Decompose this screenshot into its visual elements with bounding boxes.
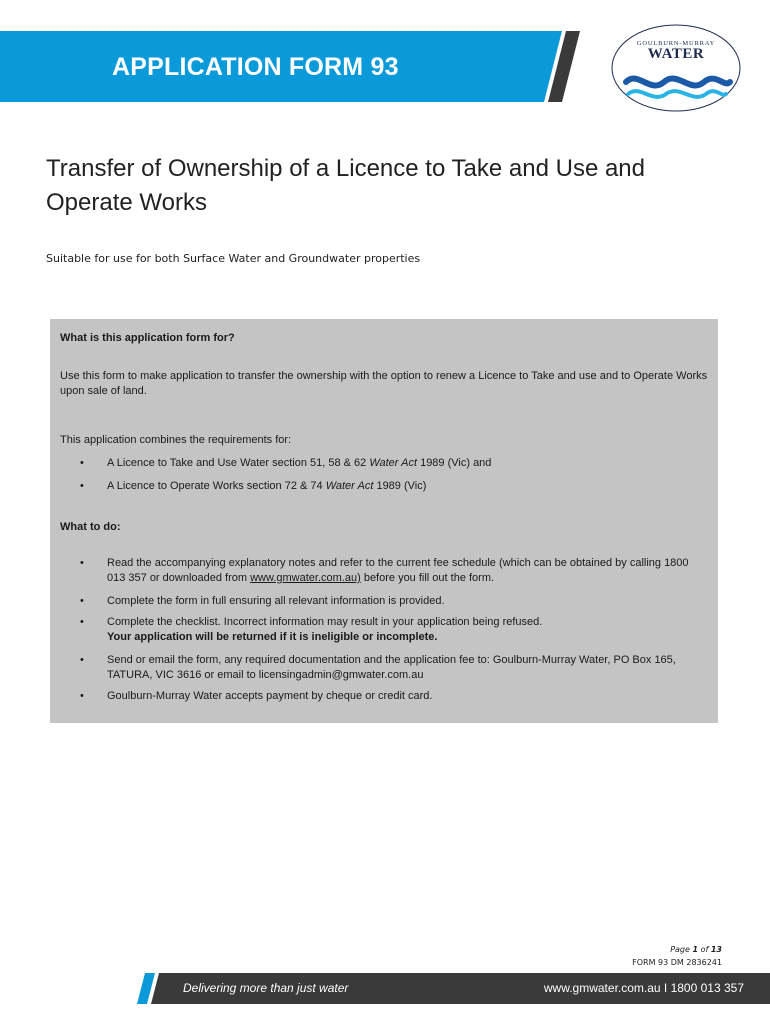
bullet-icon: • [80,654,84,666]
document-title: Transfer of Ownership of a Licence to Take and Use and Operate Works [46,155,646,216]
footer-contact: www.gmwater.com.au I 1800 013 357 [543,981,744,995]
logo-main-text: WATER [647,46,705,62]
form-title: APPLICATION FORM 93 [112,53,399,81]
document-subtitle: Suitable for use for both Surface Water and Groundwater properties [46,252,421,265]
logo-top-text: GOULBURN-MURRAY [636,40,716,47]
bullet-icon: • [80,616,84,628]
website-link[interactable]: www.gmwater.com.au) [250,572,361,584]
footer-bar [137,973,770,1004]
bullet-icon: • [80,457,84,469]
combines-text: This application combines the requirements for: [60,434,292,446]
purpose-heading: What is this application form for? [60,332,235,344]
bullet-icon: • [80,690,84,702]
purpose-text: Use this form to make application to transfer the ownership with the option to renew a Licence to Take and use and to Operate Works upon sale of land. [60,370,708,397]
logo-emblem [608,20,744,116]
bullet-icon: • [80,595,84,607]
page-total: 13 [710,945,722,954]
footer-tagline: Delivering more than just water [183,981,349,995]
todo-heading: What to do: [60,521,121,533]
gmw-logo [608,20,744,116]
form-reference: FORM 93 DM 2836241 [632,958,722,967]
bullet-icon: • [80,480,84,492]
page-info: Page 1 of 13 FORM 93 DM 2836241 [632,945,722,967]
bullet-icon: • [80,557,84,569]
header-banner [0,31,580,102]
info-box: What is this application form for? Use this form to make application to transfer the ownership with the option to renew a Licence to Take and use and to Operate Works upon sale of land. This application combines the requirements for: • A Licence to Take and Use Water section 51, 58 & 62 Water Act 1989 (Vic) and • A Licence to Operate Works section 72 & 74 Water Act 1989 (Vic) What to do: • Read the accompanying explanatory notes and refer to the current fee schedule (which can be obtained by calling 1800 013 357 or downloaded from www.gmwater.com.au) before you fill out the form. • Complete the form in full ensuring all relevant information is provided. • Complete the checklist. Incorrect information may result in your application being refused. Your application will be returned if it is ineligible or incomplete. • Send or email the form, any required documentation and the application fee to: Goulburn-Murray Water, PO Box 165, TATURA, VIC 3616 or email to licensingadmin@gmwater.com.au • Goulburn-Murray Water accepts payment by cheque or credit card. [50,319,718,723]
page-number: 1 [692,945,699,954]
